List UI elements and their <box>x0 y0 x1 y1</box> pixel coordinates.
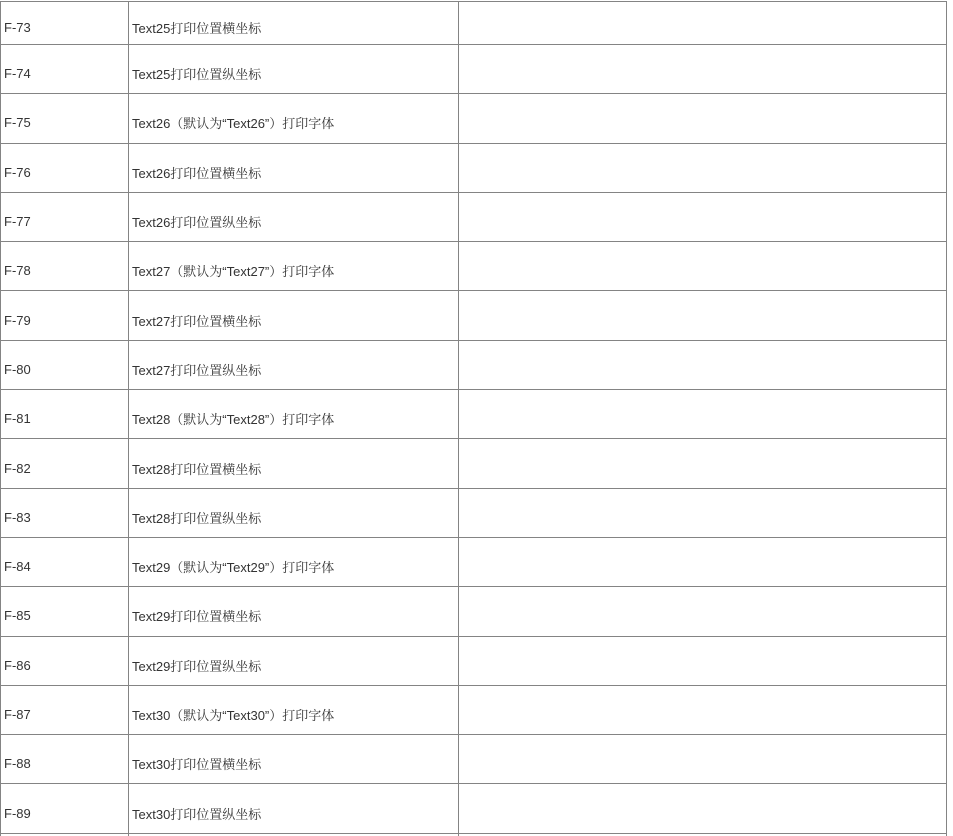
requirement-empty-cell <box>458 45 947 93</box>
table-row <box>0 587 947 636</box>
requirement-empty-cell <box>458 193 947 241</box>
requirement-empty-cell <box>458 735 947 783</box>
requirement-empty-cell <box>458 144 947 192</box>
table-row <box>0 242 947 291</box>
table-row <box>0 390 947 439</box>
requirement-desc-cell: Text29打印位置横坐标 <box>128 587 458 635</box>
requirement-id-cell: F-75 <box>0 94 128 142</box>
requirement-desc-cell: Text30打印位置横坐标 <box>128 735 458 783</box>
table-row <box>0 144 947 193</box>
requirement-id-cell: F-82 <box>0 439 128 487</box>
table-row <box>0 686 947 735</box>
table-row <box>0 439 947 488</box>
requirement-desc-cell: Text28打印位置纵坐标 <box>128 489 458 537</box>
table-row <box>0 291 947 340</box>
table-row <box>0 637 947 686</box>
requirement-empty-cell <box>458 587 947 635</box>
table-row <box>0 784 947 833</box>
table-row <box>0 538 947 587</box>
requirement-id-cell: F-80 <box>0 341 128 389</box>
requirement-id-cell: F-76 <box>0 144 128 192</box>
requirement-desc-cell: Text25打印位置横坐标 <box>128 2 458 44</box>
requirement-id-cell: F-89 <box>0 784 128 832</box>
requirement-id-cell: F-87 <box>0 686 128 734</box>
requirement-desc-cell: Text30（默认为“Text30”）打印字体 <box>128 686 458 734</box>
requirement-desc-cell: Text30打印位置纵坐标 <box>128 784 458 832</box>
table-row <box>0 2 947 45</box>
requirement-id-cell: F-88 <box>0 735 128 783</box>
requirement-desc-cell: Text26（默认为“Text26”）打印字体 <box>128 94 458 142</box>
requirement-desc-cell: Text29（默认为“Text29”）打印字体 <box>128 538 458 586</box>
requirement-id-cell: F-79 <box>0 291 128 339</box>
requirement-desc-cell: Text26打印位置纵坐标 <box>128 193 458 241</box>
requirement-id-cell: F-78 <box>0 242 128 290</box>
requirement-id-cell: F-84 <box>0 538 128 586</box>
requirement-desc-cell: Text27打印位置横坐标 <box>128 291 458 339</box>
requirement-empty-cell <box>458 686 947 734</box>
requirement-desc-cell: Text27（默认为“Text27”）打印字体 <box>128 242 458 290</box>
requirement-empty-cell <box>458 538 947 586</box>
requirement-id-cell: F-74 <box>0 45 128 93</box>
table-row <box>0 45 947 94</box>
requirement-empty-cell <box>458 489 947 537</box>
requirement-desc-cell: Text29打印位置纵坐标 <box>128 637 458 685</box>
table-row <box>0 193 947 242</box>
requirement-desc-cell: Text28（默认为“Text28”）打印字体 <box>128 390 458 438</box>
requirement-id-cell: F-77 <box>0 193 128 241</box>
table-row <box>0 489 947 538</box>
requirement-empty-cell <box>458 94 947 142</box>
requirement-empty-cell <box>458 341 947 389</box>
requirement-empty-cell <box>458 637 947 685</box>
requirement-desc-cell: Text26打印位置横坐标 <box>128 144 458 192</box>
requirement-empty-cell <box>458 390 947 438</box>
requirement-id-cell: F-73 <box>0 2 128 44</box>
requirement-id-cell: F-86 <box>0 637 128 685</box>
requirement-id-cell: F-81 <box>0 390 128 438</box>
requirement-empty-cell <box>458 439 947 487</box>
requirement-desc-cell: Text25打印位置纵坐标 <box>128 45 458 93</box>
table-row <box>0 341 947 390</box>
requirement-desc-cell: Text27打印位置纵坐标 <box>128 341 458 389</box>
requirement-empty-cell <box>458 2 947 44</box>
requirement-empty-cell <box>458 242 947 290</box>
requirement-empty-cell <box>458 784 947 832</box>
requirement-id-cell: F-85 <box>0 587 128 635</box>
table-row <box>0 94 947 143</box>
requirement-empty-cell <box>458 291 947 339</box>
requirement-desc-cell: Text28打印位置横坐标 <box>128 439 458 487</box>
spec-table <box>0 1 947 836</box>
requirement-id-cell: F-83 <box>0 489 128 537</box>
table-row <box>0 735 947 784</box>
